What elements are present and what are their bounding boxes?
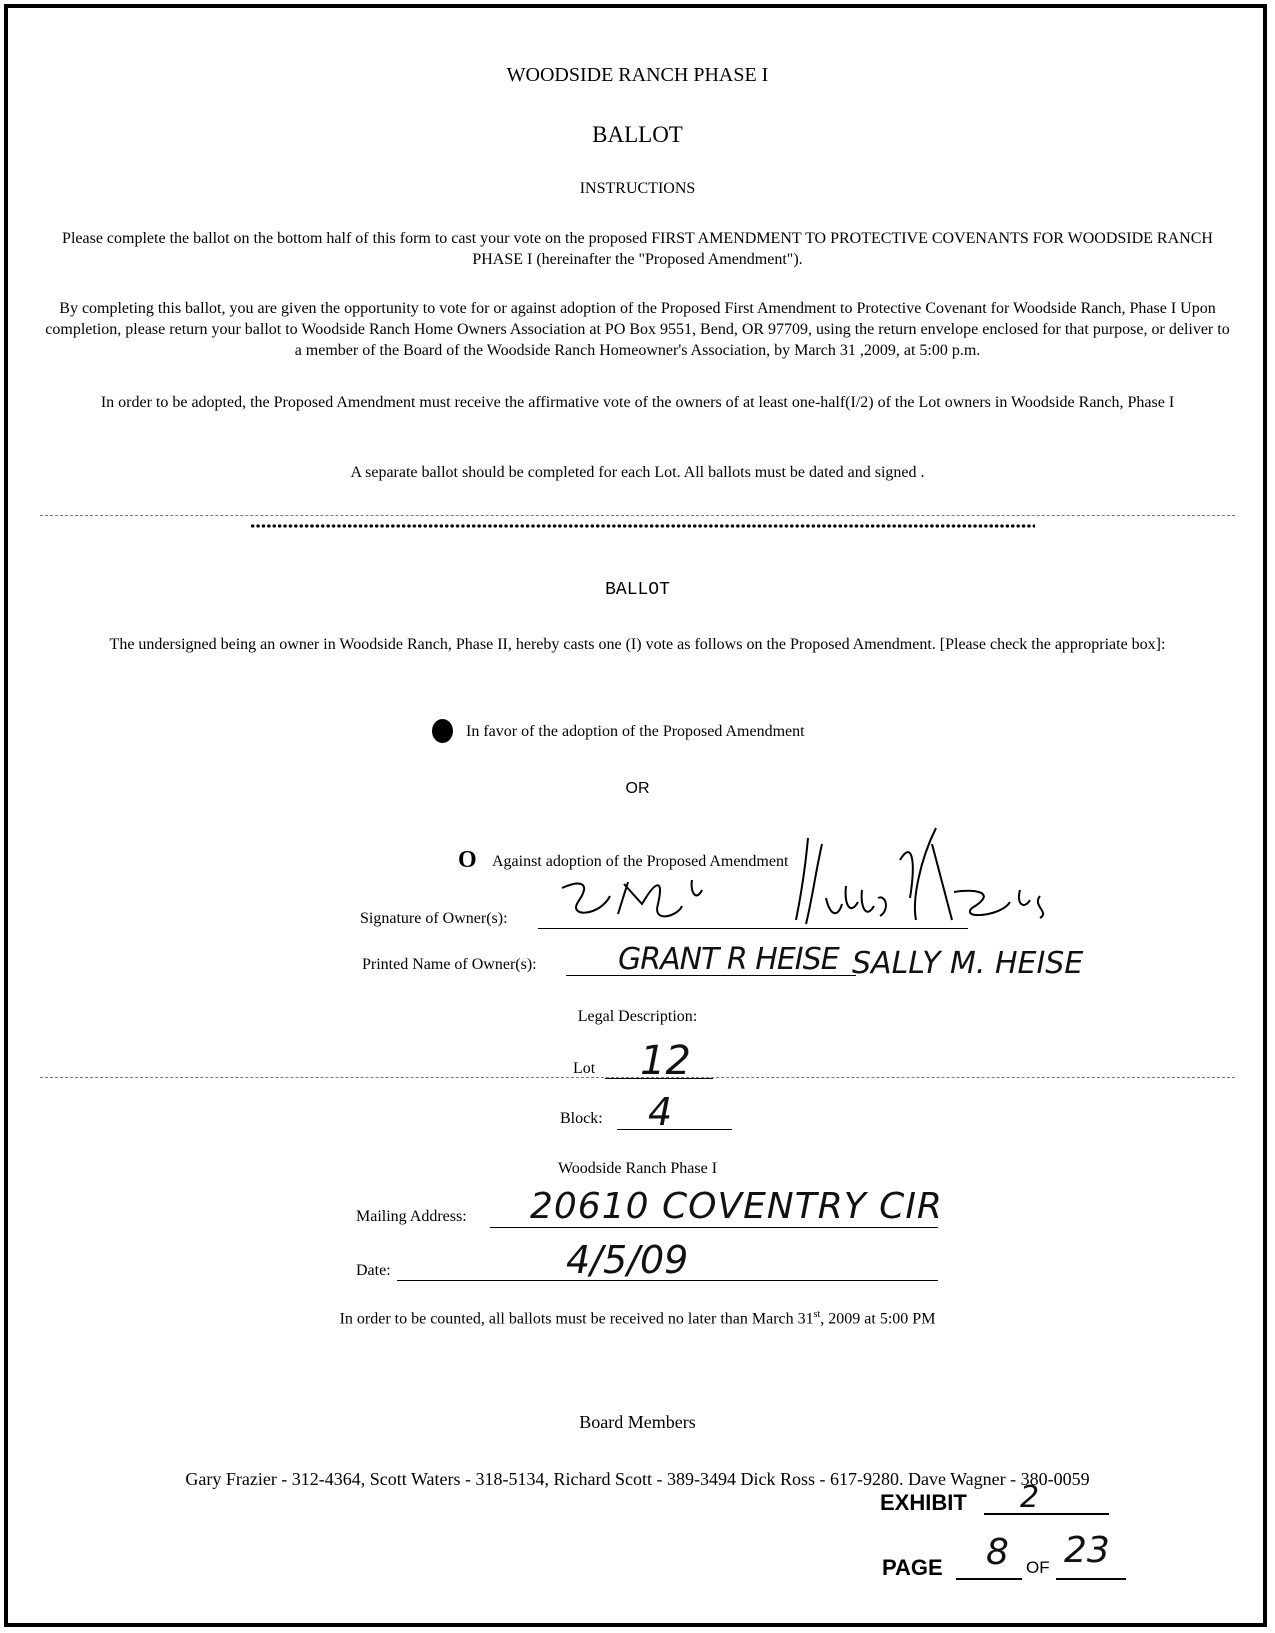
against-option-bubble[interactable]: O xyxy=(458,847,477,873)
or-separator: OR xyxy=(625,780,650,797)
deadline-prefix: In order to be counted, all ballots must be received no later than March 31 xyxy=(339,1310,814,1328)
printed-name-value-1: GRANT R HEISE xyxy=(618,942,839,977)
mailing-address-value: 20610 COVENTRY CIR xyxy=(530,1186,943,1227)
subdivision-name: Woodside Ranch Phase I xyxy=(557,1160,718,1177)
ballot-heading-top: BALLOT xyxy=(592,122,683,147)
signature-label: Signature of Owner(s): xyxy=(360,910,508,927)
board-members: Gary Frazier - 312-4364, Scott Waters - 318-5134, Richard Scott - 389-3494 Dick Ross - 617-9280. Dave Wagner - 380-0059 xyxy=(185,1469,1090,1489)
exhibit-value: 2 xyxy=(1020,1480,1040,1515)
perforation-dots xyxy=(250,522,1035,530)
board-heading: Board Members xyxy=(579,1412,696,1432)
lot-label: Lot xyxy=(573,1060,596,1077)
against-option-label: Against adoption of the Proposed Amendment xyxy=(492,853,789,870)
page-number-value: 8 xyxy=(986,1532,1009,1573)
block-label: Block: xyxy=(560,1110,603,1127)
printed-name-value-2: SALLY M. HEISE xyxy=(852,946,1084,981)
block-value: 4 xyxy=(648,1090,673,1134)
page-number-line xyxy=(956,1578,1022,1580)
instructions-paragraph-3: In order to be adopted, the Proposed Amendment must receive the affirmative vote of the owners of at least one-half(I/2) of the Lot owners in Woodside Ranch, Phase I xyxy=(100,394,1175,411)
mailing-address-label: Mailing Address: xyxy=(356,1208,467,1225)
of-label: OF xyxy=(1026,1558,1050,1577)
instructions-heading: INSTRUCTIONS xyxy=(579,180,696,197)
exhibit-line xyxy=(984,1513,1109,1515)
signature-handwriting xyxy=(540,820,1100,940)
block-line xyxy=(617,1129,732,1130)
ballot-heading: BALLOT xyxy=(605,580,670,600)
favor-option-label: In favor of the adoption of the Proposed Amendment xyxy=(466,723,805,740)
mailing-address-line xyxy=(490,1227,938,1228)
instructions-paragraph-1: Please complete the ballot on the bottom half of this form to cast your vote on the proposed FIRST AMENDMENT TO PROTECTIVE COVENANTS FOR WOODSIDE RANCH PHASE I (hereinafter the "Proposed Amendment"). xyxy=(62,230,1213,268)
ballot-statement: The undersigned being an owner in Woodside Ranch, Phase II, hereby casts one (I) vote as follows on the Proposed Amendment. [Please check the appropriate box]: xyxy=(109,636,1166,653)
date-label: Date: xyxy=(356,1262,391,1279)
cut-line xyxy=(40,515,1235,516)
instructions-paragraph-4: A separate ballot should be completed for each Lot. All ballots must be dated and signed . xyxy=(350,464,925,481)
document-title: WOODSIDE RANCH PHASE I xyxy=(506,64,769,86)
printed-name-label: Printed Name of Owner(s): xyxy=(362,956,537,973)
page-label: PAGE xyxy=(882,1555,943,1580)
instructions-paragraph-2: By completing this ballot, you are given the opportunity to vote for or against adoption of the Proposed First Amendment to Protective Covenant for Woodside Ranch, Phase I Upon completion, please return your ballot to Woodside Ranch Home Owners Association at PO Box 9551, Bend, OR 97709, using the return envelope enclosed for that purpose, or deliver to a member of the Board of the Woodside Ranch Homeowner's Association, by March 31 ,2009, at 5:00 p.m. xyxy=(45,300,1230,359)
deadline-suffix: , 2009 at 5:00 PM xyxy=(820,1310,936,1328)
total-pages-value: 23 xyxy=(1064,1530,1110,1571)
lot-value: 12 xyxy=(640,1038,691,1084)
date-value: 4/5/09 xyxy=(566,1238,689,1282)
deadline-note xyxy=(0,1309,1275,1328)
exhibit-label: EXHIBIT xyxy=(880,1490,967,1515)
scan-line xyxy=(40,1077,1235,1078)
favor-option-bubble[interactable] xyxy=(432,719,453,743)
total-pages-line xyxy=(1056,1578,1126,1580)
deadline-superscript: st xyxy=(813,1309,821,1320)
legal-description-label: Legal Description: xyxy=(577,1008,698,1025)
